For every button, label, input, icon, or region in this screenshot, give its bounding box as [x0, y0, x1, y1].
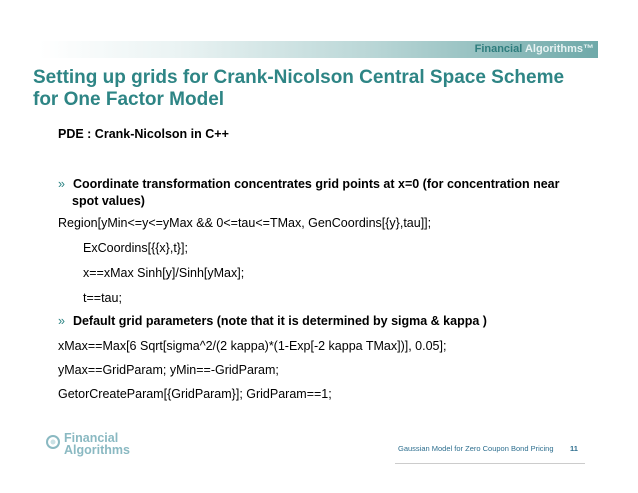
code-line-excoordins: ExCoordins[{{x},t}];	[83, 241, 188, 255]
bullet-default-grid-parameters	[58, 313, 618, 330]
logo-word-algorithms: Algorithms	[64, 443, 130, 457]
param-line-gridparam: GetorCreateParam[{GridParam}]; GridParam==1;	[58, 387, 332, 401]
brand-tag	[475, 43, 594, 56]
bullet-coordinate-transformation	[58, 176, 618, 210]
brand-word-algorithms: Algorithms™	[524, 43, 594, 55]
footer-title: Gaussian Model for Zero Coupon Bond Pricing	[398, 444, 554, 453]
slide-title	[33, 67, 623, 111]
page-number: 11	[570, 444, 578, 453]
code-line-t-definition: t==tau;	[83, 291, 122, 305]
slide-title-line1: Setting up grids for Crank-Nicolson Central Space Scheme	[33, 67, 565, 88]
slide-title-line2: for One Factor Model	[33, 89, 225, 110]
footer-divider	[395, 463, 585, 464]
bullet-marker: »	[58, 314, 65, 328]
bullet-marker: »	[58, 177, 65, 191]
code-line-x-definition: x==xMax Sinh[y]/Sinh[yMax];	[83, 266, 245, 280]
bullet-text: Default grid parameters (note that it is determined by sigma & kappa )	[72, 314, 487, 328]
param-line-ymax-ymin: yMax==GridParam; yMin==-GridParam;	[58, 363, 279, 377]
code-line-region: Region[yMin<=y<=yMax && 0<=tau<=TMax, GenCoordins[{y},tau]];	[58, 216, 432, 230]
bullet-text-continuation: spot values)	[72, 194, 145, 208]
bullet-text: Coordinate transformation concentrates grid points at x=0 (for concentration near	[72, 177, 560, 191]
brand-word-financial: Financial	[474, 43, 523, 55]
section-subheading: PDE : Crank-Nicolson in C++	[58, 127, 229, 141]
param-line-xmax: xMax==Max[6 Sqrt[sigma^2/(2 kappa)*(1-Exp[-2 kappa TMax])], 0.05];	[58, 339, 447, 353]
logo-mark-center-icon	[51, 440, 56, 445]
logo-wordmark	[64, 432, 130, 456]
logo-word-financial: Financial	[64, 431, 119, 445]
